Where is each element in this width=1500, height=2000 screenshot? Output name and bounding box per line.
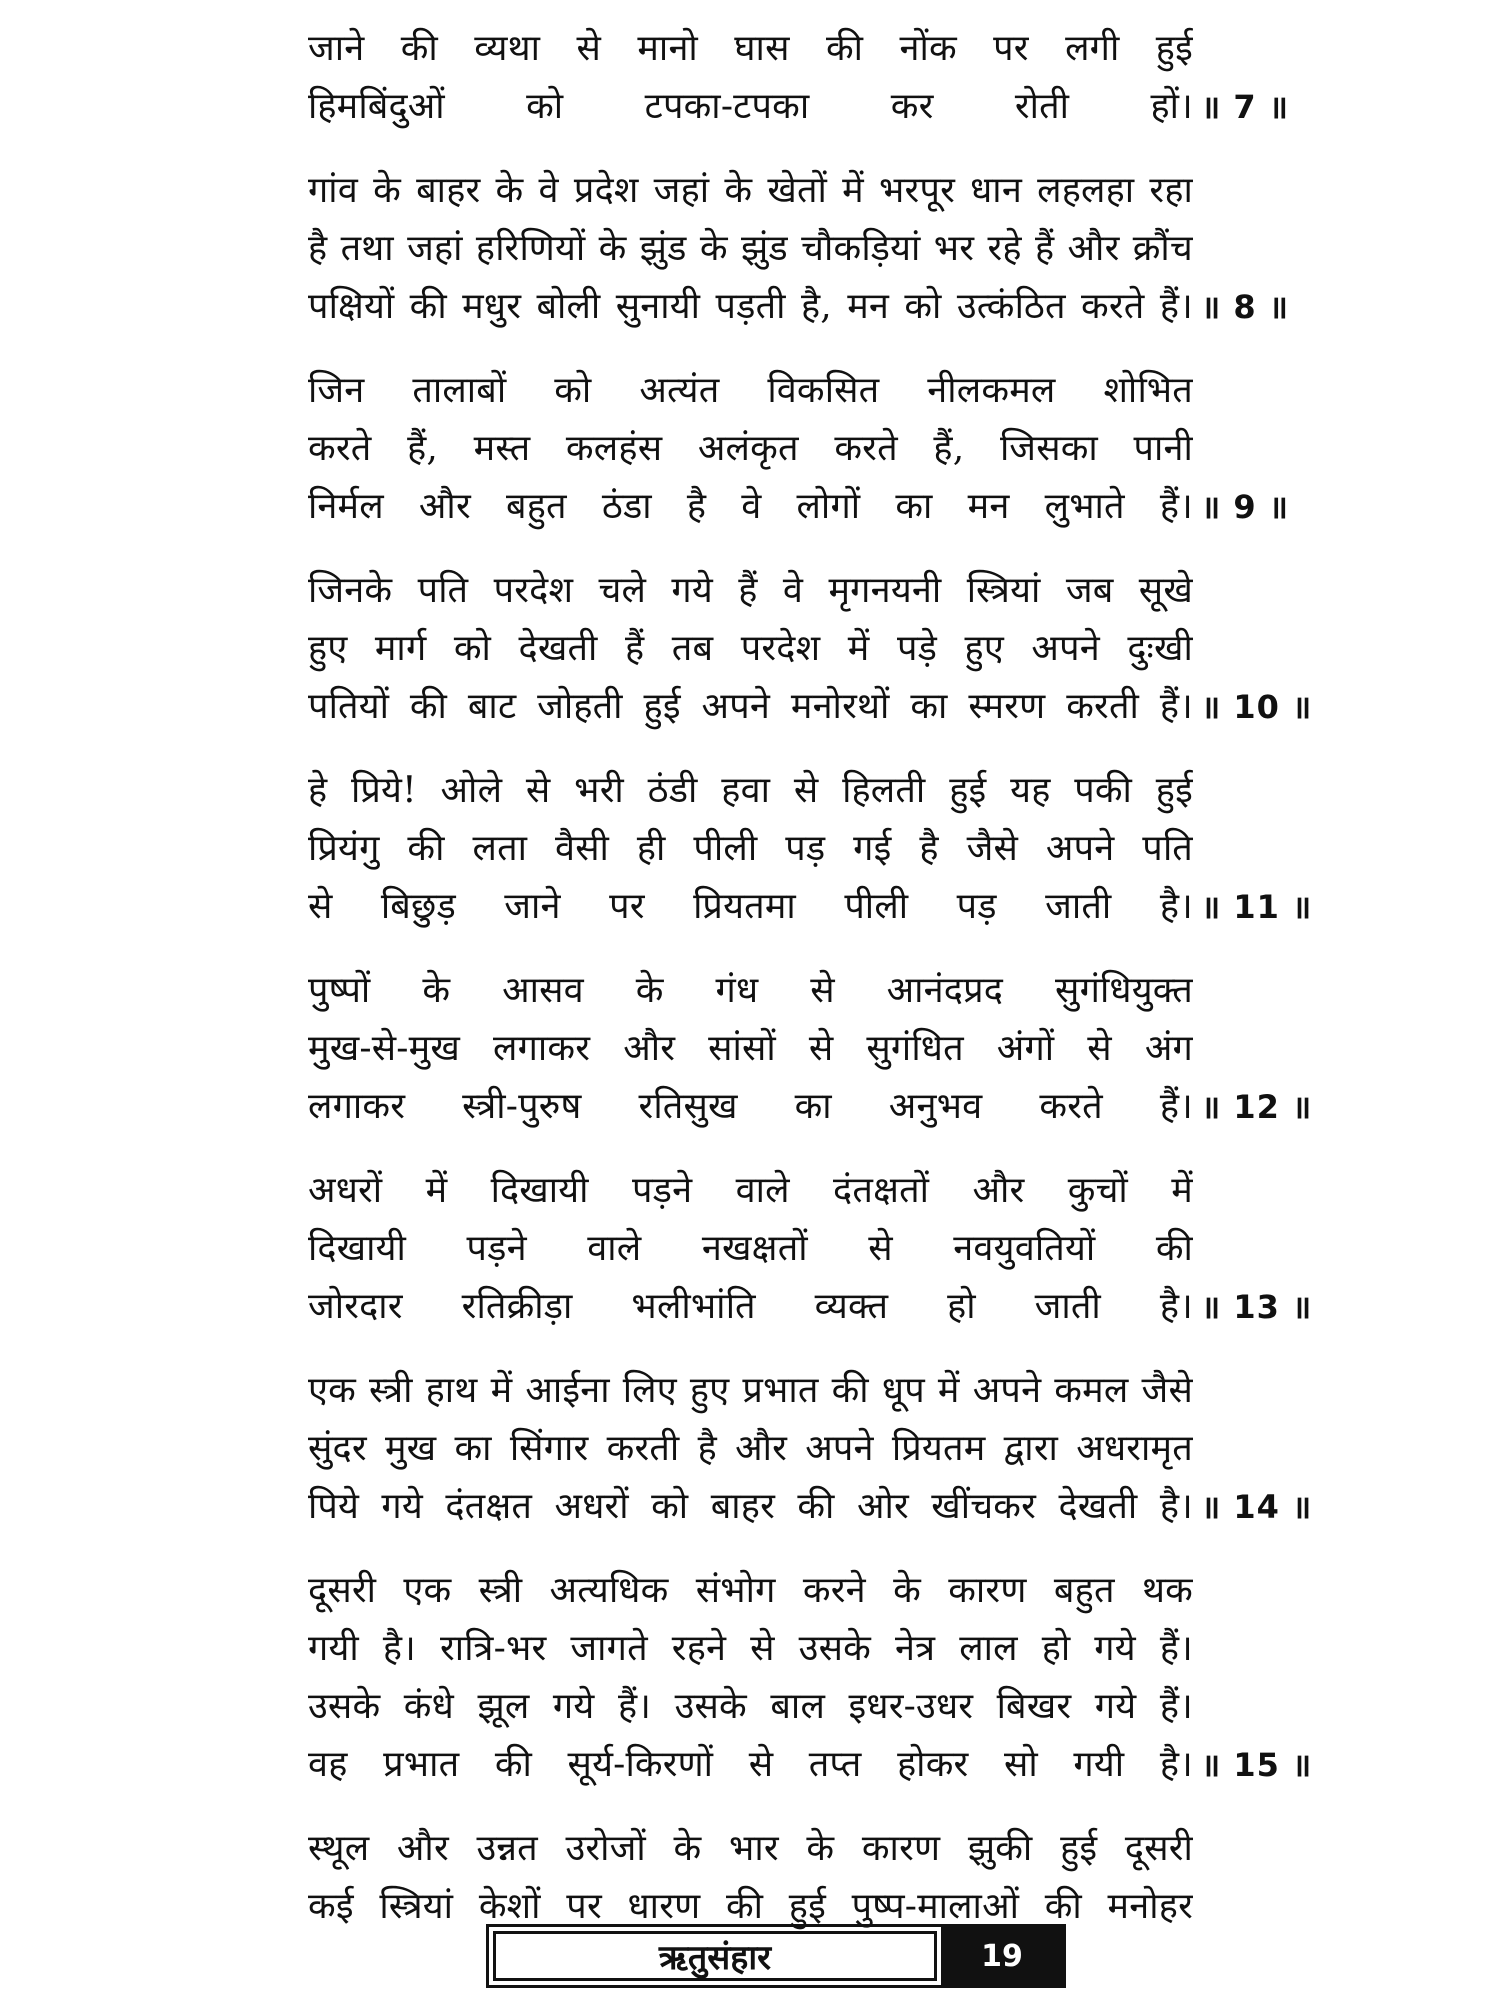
verse-list [308, 20, 1333, 1962]
verse-line [308, 1820, 1333, 1878]
verse-number: ॥ 15 ॥ [1201, 1746, 1313, 1784]
verse-block [308, 20, 1333, 136]
verse-line [308, 162, 1333, 220]
verse-number: ॥ 7 ॥ [1201, 88, 1289, 126]
verse-line [308, 478, 1333, 536]
verse-line [308, 1020, 1333, 1078]
verse-line-text: लगाकर स्त्री-पुरुष रतिसुख का अनुभव करते हैं। [308, 1086, 1193, 1127]
verse-line-text: जोरदार रतिक्रीड़ा भलीभांति व्यक्त हो जाती है। [308, 1286, 1193, 1327]
verse-line-text: उसके कंधे झूल गये हैं। उसके बाल इधर-उधर बिखर गये हैं। [308, 1686, 1193, 1727]
verse-number: ॥ 13 ॥ [1201, 1288, 1313, 1326]
verse-line [308, 1478, 1333, 1536]
verse-number-value: 10 [1233, 688, 1280, 726]
verse-line [308, 20, 1333, 78]
verse-line-text: हुए मार्ग को देखती हैं तब परदेश में पड़े हुए अपने दुःखी [308, 628, 1193, 669]
verse-line-text: पिये गये दंतक्षत अधरों को बाहर की ओर खींचकर देखती है। [308, 1486, 1193, 1527]
verse-line-text: है तथा जहां हरिणियों के झुंड के झुंड चौकड़ियां भर रहे हैं और क्रौंच [308, 228, 1193, 269]
verse-line [308, 1362, 1333, 1420]
verse-number: ॥ 8 ॥ [1201, 288, 1289, 326]
verse-number: ॥ 9 ॥ [1201, 488, 1289, 526]
verse-line-text: मुख-से-मुख लगाकर और सांसों से सुगंधित अंगों से अंग [308, 1028, 1193, 1069]
verse-line [308, 1736, 1333, 1794]
verse-line-text: जिन तालाबों को अत्यंत विकसित नीलकमल शोभित [308, 370, 1193, 411]
verse-number-value: 13 [1233, 1288, 1280, 1326]
verse-number-value: 9 [1233, 488, 1257, 526]
verse-line-text: दिखायी पड़ने वाले नखक्षतों से नवयुवतियों की [308, 1228, 1193, 1269]
verse-number-value: 15 [1233, 1746, 1280, 1784]
verse-block [308, 362, 1333, 536]
verse-block [308, 962, 1333, 1136]
verse-line [308, 762, 1333, 820]
verse-line-text: हे प्रिये! ओले से भरी ठंडी हवा से हिलती हुई यह पकी हुई [308, 770, 1193, 811]
verse-line-text: कई स्त्रियां केशों पर धारण की हुई पुष्प-मालाओं की मनोहर [308, 1886, 1193, 1927]
verse-line [308, 678, 1333, 736]
verse-line-text: वह प्रभात की सूर्य-किरणों से तप्त होकर सो गयी है। [308, 1744, 1193, 1785]
verse-line [308, 1078, 1333, 1136]
verse-line [308, 562, 1333, 620]
verse-number-value: 8 [1233, 288, 1257, 326]
verse-line-text: प्रियंगु की लता वैसी ही पीली पड़ गई है जैसे अपने पति [308, 828, 1193, 869]
page-footer [486, 1924, 1066, 1988]
verse-line [308, 1278, 1333, 1336]
verse-line [308, 278, 1333, 336]
verse-line [308, 1420, 1333, 1478]
verse-number-value: 7 [1233, 88, 1257, 126]
verse-line [308, 620, 1333, 678]
verse-number: ॥ 14 ॥ [1201, 1488, 1313, 1526]
verse-line-text: दूसरी एक स्त्री अत्यधिक संभोग करने के कारण बहुत थक [308, 1570, 1193, 1611]
verse-line [308, 878, 1333, 936]
verse-block [308, 1162, 1333, 1336]
verse-line-text: गांव के बाहर के वे प्रदेश जहां के खेतों में भरपूर धान लहलहा रहा [308, 170, 1193, 211]
verse-line [308, 420, 1333, 478]
verse-line-text: एक स्त्री हाथ में आईना लिए हुए प्रभात की धूप में अपने कमल जैसे [308, 1370, 1193, 1411]
verse-line [308, 1562, 1333, 1620]
page-number: 19 [941, 1927, 1063, 1985]
verse-block [308, 162, 1333, 336]
verse-line-text: पतियों की बाट जोहती हुई अपने मनोरथों का स्मरण करती हैं। [308, 686, 1193, 727]
verse-line [308, 1220, 1333, 1278]
verse-line-text: निर्मल और बहुत ठंडा है वे लोगों का मन लुभाते हैं। [308, 486, 1193, 527]
verse-line-text: गयी है। रात्रि-भर जागते रहने से उसके नेत्र लाल हो गये हैं। [308, 1628, 1193, 1669]
verse-number: ॥ 10 ॥ [1201, 688, 1313, 726]
verse-line [308, 362, 1333, 420]
verse-number: ॥ 11 ॥ [1201, 888, 1313, 926]
verse-line [308, 1620, 1333, 1678]
verse-line [308, 1162, 1333, 1220]
verse-block [308, 1562, 1333, 1794]
verse-line [308, 820, 1333, 878]
verse-block [308, 762, 1333, 936]
verse-line-text: पक्षियों की मधुर बोली सुनायी पड़ती है, मन को उत्कंठित करते हैं। [308, 286, 1193, 327]
verse-block [308, 1820, 1333, 1936]
verse-number-value: 14 [1233, 1488, 1280, 1526]
verse-number-value: 12 [1233, 1088, 1280, 1126]
verse-line-text: अधरों में दिखायी पड़ने वाले दंतक्षतों और कुचों में [308, 1170, 1193, 1211]
verse-number-value: 11 [1233, 888, 1280, 926]
verse-line [308, 220, 1333, 278]
verse-line-text: करते हैं, मस्त कलहंस अलंकृत करते हैं, जिसका पानी [308, 428, 1193, 469]
verse-block [308, 562, 1333, 736]
verse-number: ॥ 12 ॥ [1201, 1088, 1313, 1126]
verse-line-text: हिमबिंदुओं को टपका-टपका कर रोती हों। [308, 86, 1193, 127]
verse-line [308, 78, 1333, 136]
verse-line-text: से बिछुड़ जाने पर प्रियतमा पीली पड़ जाती है। [308, 886, 1193, 927]
verse-line-text: जिनके पति परदेश चले गये हैं वे मृगनयनी स्त्रियां जब सूखे [308, 570, 1193, 611]
verse-line-text: जाने की व्यथा से मानो घास की नोंक पर लगी हुई [308, 28, 1193, 69]
verse-line-text: पुष्पों के आसव के गंध से आनंदप्रद सुगंधियुक्त [308, 970, 1193, 1011]
verse-line-text: सुंदर मुख का सिंगार करती है और अपने प्रियतम द्वारा अधरामृत [308, 1428, 1193, 1469]
verse-block [308, 1362, 1333, 1536]
verse-line [308, 1678, 1333, 1736]
verse-line-text: स्थूल और उन्नत उरोजों के भार के कारण झुकी हुई दूसरी [308, 1828, 1193, 1869]
verse-line [308, 962, 1333, 1020]
book-title: ऋतुसंहार [493, 1931, 937, 1981]
